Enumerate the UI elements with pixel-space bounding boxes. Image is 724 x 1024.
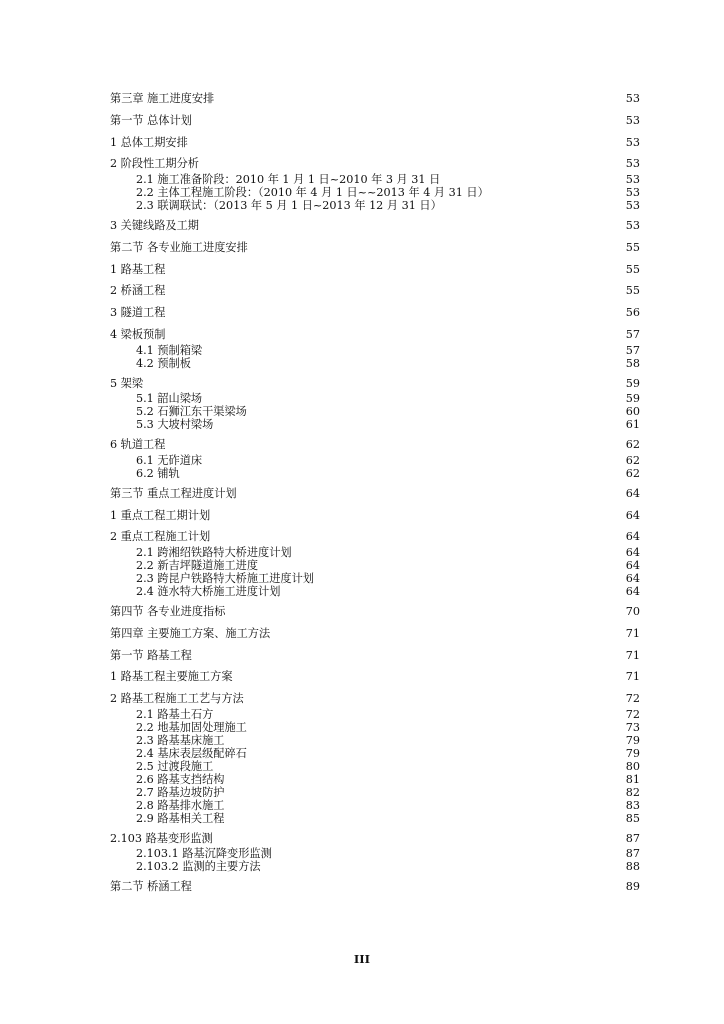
toc-subentry[interactable] — [110, 585, 640, 598]
toc-entry-page: 88 — [625, 860, 640, 874]
toc-entry-page: 71 — [625, 670, 640, 684]
toc-entry[interactable] — [110, 627, 640, 649]
toc-entry-title: 2.4 基床表层级配碎石 — [136, 746, 247, 760]
toc-entry-page: 64 — [625, 572, 640, 586]
toc-subentry[interactable] — [110, 186, 640, 199]
toc-entry-title: 2.2 主体工程施工阶段：（2010 年 4 月 1 日~~2013 年 4 月 31 日） — [136, 186, 489, 199]
toc-entry-title: 4.2 预制板 — [136, 356, 191, 370]
toc-entry-title: 第三节 重点工程进度计划 — [110, 486, 237, 500]
toc-entry-title: 2.2 新吉坪隧道施工进度 — [136, 559, 259, 573]
toc-entry-title: 2.103 路基变形监测 — [110, 831, 213, 845]
table-of-contents — [110, 92, 640, 902]
toc-entry-title: 第一节 总体计划 — [110, 113, 192, 127]
toc-subentry[interactable] — [110, 734, 640, 747]
toc-entry[interactable] — [110, 136, 640, 158]
toc-entry-page: 55 — [625, 284, 640, 298]
toc-entry-title: 2.6 路基支挡结构 — [136, 772, 225, 786]
toc-entry-title: 2.1 跨湘绍铁路特大桥进度计划 — [136, 546, 292, 560]
toc-entry[interactable] — [110, 670, 640, 692]
toc-entry-title: 6.2 铺轨 — [136, 466, 180, 480]
toc-entry-title: 1 总体工期安排 — [110, 135, 188, 149]
toc-entry[interactable] — [110, 306, 640, 328]
toc-entry-page: 59 — [625, 392, 640, 406]
toc-entry-title: 2.5 过渡段施工 — [136, 759, 214, 773]
toc-entry[interactable] — [110, 487, 640, 509]
toc-entry-page: 64 — [625, 486, 640, 500]
toc-subentry[interactable] — [110, 173, 640, 186]
toc-subentry[interactable] — [110, 467, 640, 480]
toc-entry-title: 5.1 韶山梁场 — [136, 392, 203, 406]
toc-subentry[interactable] — [110, 199, 640, 212]
toc-entry-page: 64 — [625, 508, 640, 522]
toc-entry-title: 5.3 大坡村梁场 — [136, 418, 214, 432]
toc-entry-page: 87 — [625, 847, 640, 861]
toc-entry-page: 81 — [625, 772, 640, 786]
toc-entry-page: 58 — [625, 356, 640, 370]
toc-subentry[interactable] — [110, 357, 640, 370]
toc-entry-title: 5 架梁 — [110, 376, 144, 390]
toc-entry-page: 89 — [625, 880, 640, 894]
toc-entry-page: 72 — [625, 692, 640, 706]
toc-subentry[interactable] — [110, 546, 640, 559]
toc-entry-title: 2.3 联调联试：（2013 年 5 月 1 日~2013 年 12 月 31 日） — [136, 199, 442, 212]
toc-entry-page: 53 — [625, 113, 640, 127]
toc-subentry[interactable] — [110, 559, 640, 572]
toc-entry-title: 2.1 路基土石方 — [136, 707, 214, 721]
toc-entry-title: 第四节 各专业进度指标 — [110, 605, 226, 619]
toc-entry-title: 第四章 主要施工方案、施工方法 — [110, 626, 271, 640]
toc-entry-page: 62 — [625, 466, 640, 480]
toc-subentry[interactable] — [110, 418, 640, 431]
toc-subentry[interactable] — [110, 812, 640, 825]
toc-entry-page: 60 — [625, 405, 640, 419]
toc-entry-title: 2.3 路基基床施工 — [136, 733, 225, 747]
toc-entry-page: 71 — [625, 626, 640, 640]
toc-entry-page: 85 — [625, 811, 640, 825]
toc-subentry[interactable] — [110, 454, 640, 467]
toc-subentry[interactable] — [110, 799, 640, 812]
toc-entry-title: 6 轨道工程 — [110, 438, 166, 452]
toc-entry[interactable] — [110, 649, 640, 671]
toc-entry-page: 79 — [625, 733, 640, 747]
toc-entry-title: 第三章 施工进度安排 — [110, 92, 215, 105]
toc-entry-title: 2 桥涵工程 — [110, 284, 166, 298]
page-number: III — [353, 952, 371, 966]
toc-entry-page: 57 — [625, 343, 640, 357]
toc-entry-title: 2.1 施工准备阶段：2010 年 1 月 1 日~2010 年 3 月 31 日 — [136, 173, 441, 186]
toc-entry[interactable] — [110, 284, 640, 306]
toc-entry-page: 64 — [625, 546, 640, 560]
toc-entry-page: 79 — [625, 746, 640, 760]
toc-entry[interactable] — [110, 92, 640, 114]
toc-entry[interactable] — [110, 219, 640, 241]
toc-entry-title: 2.103.2 监测的主要方法 — [136, 860, 261, 874]
toc-subentry[interactable] — [110, 773, 640, 786]
toc-subentry[interactable] — [110, 721, 640, 734]
toc-entry[interactable] — [110, 880, 640, 902]
toc-entry-page: 53 — [625, 135, 640, 149]
toc-entry-title: 1 路基工程主要施工方案 — [110, 670, 233, 684]
toc-entry-page: 55 — [625, 262, 640, 276]
toc-subentry[interactable] — [110, 760, 640, 773]
toc-subentry[interactable] — [110, 392, 640, 405]
toc-entry-page: 57 — [625, 327, 640, 341]
toc-subentry[interactable] — [110, 786, 640, 799]
toc-entry[interactable] — [110, 241, 640, 263]
toc-entry-page: 83 — [625, 798, 640, 812]
toc-entry-title: 6.1 无砟道床 — [136, 453, 203, 467]
toc-entry[interactable] — [110, 509, 640, 531]
toc-entry-title: 2.103.1 路基沉降变形监测 — [136, 847, 272, 861]
toc-subentry[interactable] — [110, 708, 640, 721]
toc-entry-title: 2.8 路基排水施工 — [136, 798, 225, 812]
toc-entry-page: 80 — [625, 759, 640, 773]
toc-entry-title: 3 关键线路及工期 — [110, 219, 199, 232]
toc-subentry[interactable] — [110, 572, 640, 585]
toc-entry-title: 4 梁板预制 — [110, 327, 166, 341]
toc-entry-page: 64 — [625, 585, 640, 599]
toc-entry-page: 59 — [625, 376, 640, 390]
toc-entry-page: 55 — [625, 240, 640, 254]
toc-subentry[interactable] — [110, 747, 640, 760]
toc-entry-page: 53 — [625, 157, 640, 171]
toc-entry[interactable] — [110, 263, 640, 285]
toc-entry-title: 4.1 预制箱梁 — [136, 343, 203, 357]
toc-entry-title: 2.2 地基加固处理施工 — [136, 720, 247, 734]
toc-entry-title: 3 隧道工程 — [110, 306, 166, 320]
toc-entry-title: 第一节 路基工程 — [110, 648, 192, 662]
toc-entry-page: 64 — [625, 530, 640, 544]
toc-subentry[interactable] — [110, 405, 640, 418]
toc-entry-page: 87 — [625, 831, 640, 845]
toc-entry-title: 2.7 路基边坡防护 — [136, 785, 225, 799]
toc-entry-page: 64 — [625, 559, 640, 573]
toc-entry-page: 53 — [625, 219, 640, 232]
toc-entry-title: 第二节 各专业施工进度安排 — [110, 240, 248, 254]
toc-entry-page: 53 — [625, 199, 640, 212]
toc-entry-title: 1 路基工程 — [110, 262, 166, 276]
toc-entry-title: 2 路基工程施工工艺与方法 — [110, 692, 244, 706]
toc-entry[interactable] — [110, 605, 640, 627]
toc-entry-page: 62 — [625, 438, 640, 452]
toc-entry-title: 第二节 桥涵工程 — [110, 880, 192, 894]
toc-entry-title: 5.2 石狮江东干渠梁场 — [136, 405, 247, 419]
toc-entry-page: 82 — [625, 785, 640, 799]
toc-entry-page: 53 — [625, 186, 640, 199]
toc-entry-page: 71 — [625, 648, 640, 662]
toc-subentry[interactable] — [110, 847, 640, 860]
toc-entry-page: 72 — [625, 707, 640, 721]
toc-entry-page: 53 — [625, 92, 640, 105]
toc-entry-title: 2.4 涟水特大桥施工进度计划 — [136, 585, 281, 599]
toc-entry-title: 2 阶段性工期分析 — [110, 157, 199, 171]
toc-entry-title: 2.9 路基相关工程 — [136, 811, 225, 825]
toc-entry-title: 2.3 跨昆户铁路特大桥施工进度计划 — [136, 572, 314, 586]
toc-subentry[interactable] — [110, 344, 640, 357]
toc-subentry[interactable] — [110, 860, 640, 873]
toc-entry[interactable] — [110, 114, 640, 136]
toc-entry-title: 2 重点工程施工计划 — [110, 530, 211, 544]
toc-entry-page: 73 — [625, 720, 640, 734]
toc-entry-page: 61 — [625, 418, 640, 432]
toc-entry-page: 56 — [625, 306, 640, 320]
toc-entry-title: 1 重点工程工期计划 — [110, 508, 211, 522]
toc-entry-page: 70 — [625, 605, 640, 619]
toc-entry-page: 62 — [625, 453, 640, 467]
toc-entry-page: 53 — [625, 173, 640, 186]
